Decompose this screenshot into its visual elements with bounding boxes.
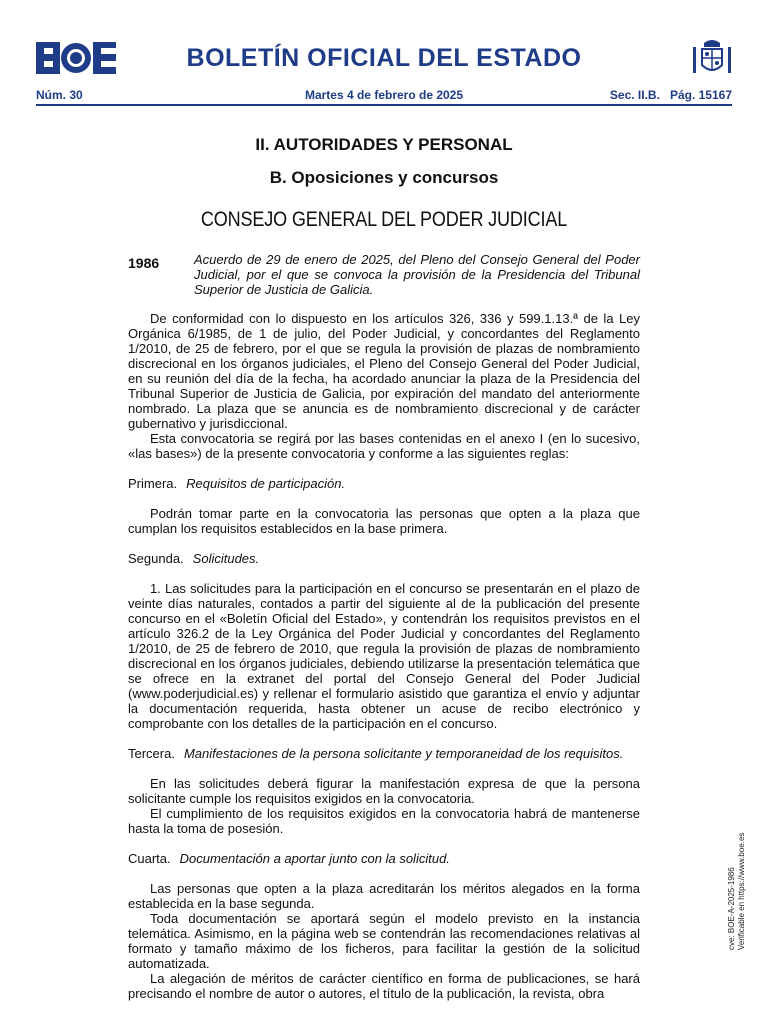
section-title: II. AUTORIDADES Y PERSONAL: [255, 135, 513, 154]
heading-label: Tercera.: [128, 746, 175, 761]
document-body: [128, 311, 640, 1001]
verification-note: [727, 833, 747, 950]
heading-tercera: [128, 746, 640, 761]
entry-number: 1986: [128, 255, 160, 271]
heading-text: Documentación a aportar junto con la solicitud.: [179, 851, 450, 866]
heading-text: Manifestaciones de la persona solicitante y temporaneidad de los requisitos.: [183, 746, 624, 761]
paragraph-tercera-2: El cumplimiento de los requisitos exigidos en la convocatoria habrá de mantenerse hasta la toma de posesión.: [128, 806, 640, 836]
subsection-title: B. Oposiciones y concursos: [269, 168, 499, 187]
heading-segunda: [128, 551, 640, 566]
heading-label: Primera.: [128, 476, 178, 491]
header-rule: [36, 104, 732, 106]
paragraph-segunda-1: 1. Las solicitudes para la participación en el concurso se presentarán en el plazo de veinte días naturales, contados a partir del siguiente al de la publicación del presente concurso en el «Boletín Oficial del Estado», y contendrán los requisitos previstos en el artículo 326.2 de la Ley Orgánica del Poder Judicial y concordantes del Reglamento 1/2010, de 25 de febrero de 2010, que regula la provisión de plazas de nombramiento discrecional en los órganos judiciales, debiendo utilizarse la presentación telemática que se ofrece en la extranet del portal del Consejo General del Poder Judicial (www.poderjudicial.es) y rellenar el formulario asistido que garantiza el envío y adjuntar la documentación requerida, hasta obtener un acuse de recibo electrónico y comprobante con los detalles de la participación en el concurso.: [128, 581, 640, 731]
heading-text: Solicitudes.: [192, 551, 260, 566]
section-code: Sec. II.B.: [609, 88, 660, 102]
coat-of-arms-icon: [690, 37, 734, 79]
entry-summary: Acuerdo de 29 de enero de 2025, del Pleno del Consejo General del Poder Judicial, por el que se convoca la provisión de la Presidencia del Tribunal Superior de Justicia de Galicia.: [194, 252, 640, 297]
paragraph-cuarta-1: Las personas que opten a la plaza acreditarán los méritos alegados en la forma establecida en la base segunda.: [128, 881, 640, 911]
heading-label: Segunda.: [128, 551, 184, 566]
heading-text: Requisitos de participación.: [186, 476, 346, 491]
heading-label: Cuarta.: [128, 851, 171, 866]
page-number: Pág. 15167: [669, 88, 732, 102]
paragraph-primera-1: Podrán tomar parte en la convocatoria las personas que opten a la plaza que cumplan los requisitos establecidos en la base primera.: [128, 506, 640, 536]
paragraph-intro-2: Esta convocatoria se regirá por las bases contenidas en el anexo I (en lo sucesivo, «las bases») de la presente convocatoria y conforme a las siguientes reglas:: [128, 431, 640, 461]
issue-date: Martes 4 de febrero de 2025: [304, 88, 464, 102]
heading-cuarta: [128, 851, 640, 866]
paragraph-cuarta-2: Toda documentación se aportará según el modelo previsto en la instancia telemática. Asimismo, en la página web se contendrán las recomendaciones relativas al formato y tamaño máximo de los ficheros, para facilitar la gestión de la solicitud automatizada.: [128, 911, 640, 971]
paragraph-intro-1: De conformidad con lo dispuesto en los artículos 326, 336 y 599.1.13.ª de la Ley Orgánica 6/1985, de 1 de julio, del Poder Judicial, y concordantes del Reglamento 1/2010, de 25 de febrero, por el que se regula la provisión de plazas de nombramiento discrecional en los órganos judiciales, el Pleno del Consejo General del Poder Judicial, en su reunión del día de la fecha, ha acordado anunciar la plaza de la Presidencia del Tribunal Superior de Justicia de Galicia, por expiración del mandato del anteriormente nombrado. La plaza que se anuncia es de nombramiento discrecional y de carácter gubernativo y jurisdiccional.: [128, 311, 640, 431]
heading-primera: [128, 476, 640, 491]
issue-number: Núm. 30: [36, 88, 83, 102]
cve-code: cve: BOE-A-2025-1986: [727, 867, 736, 950]
paragraph-cuarta-3: La alegación de méritos de carácter científico en forma de publicaciones, se hará precisando el nombre de autor o autores, el título de la publicación, la revista, obra: [128, 971, 640, 1001]
section-page: [610, 88, 732, 102]
masthead-title: BOLETÍN OFICIAL DEL ESTADO: [186, 44, 582, 72]
verification-link: Verificable en https://www.boe.es: [737, 832, 746, 950]
paragraph-tercera-1: En las solicitudes deberá figurar la manifestación expresa de que la persona solicitante cumple los requisitos exigidos en la convocatoria.: [128, 776, 640, 806]
organization-title: CONSEJO GENERAL DEL PODER JUDICIAL: [200, 208, 568, 231]
